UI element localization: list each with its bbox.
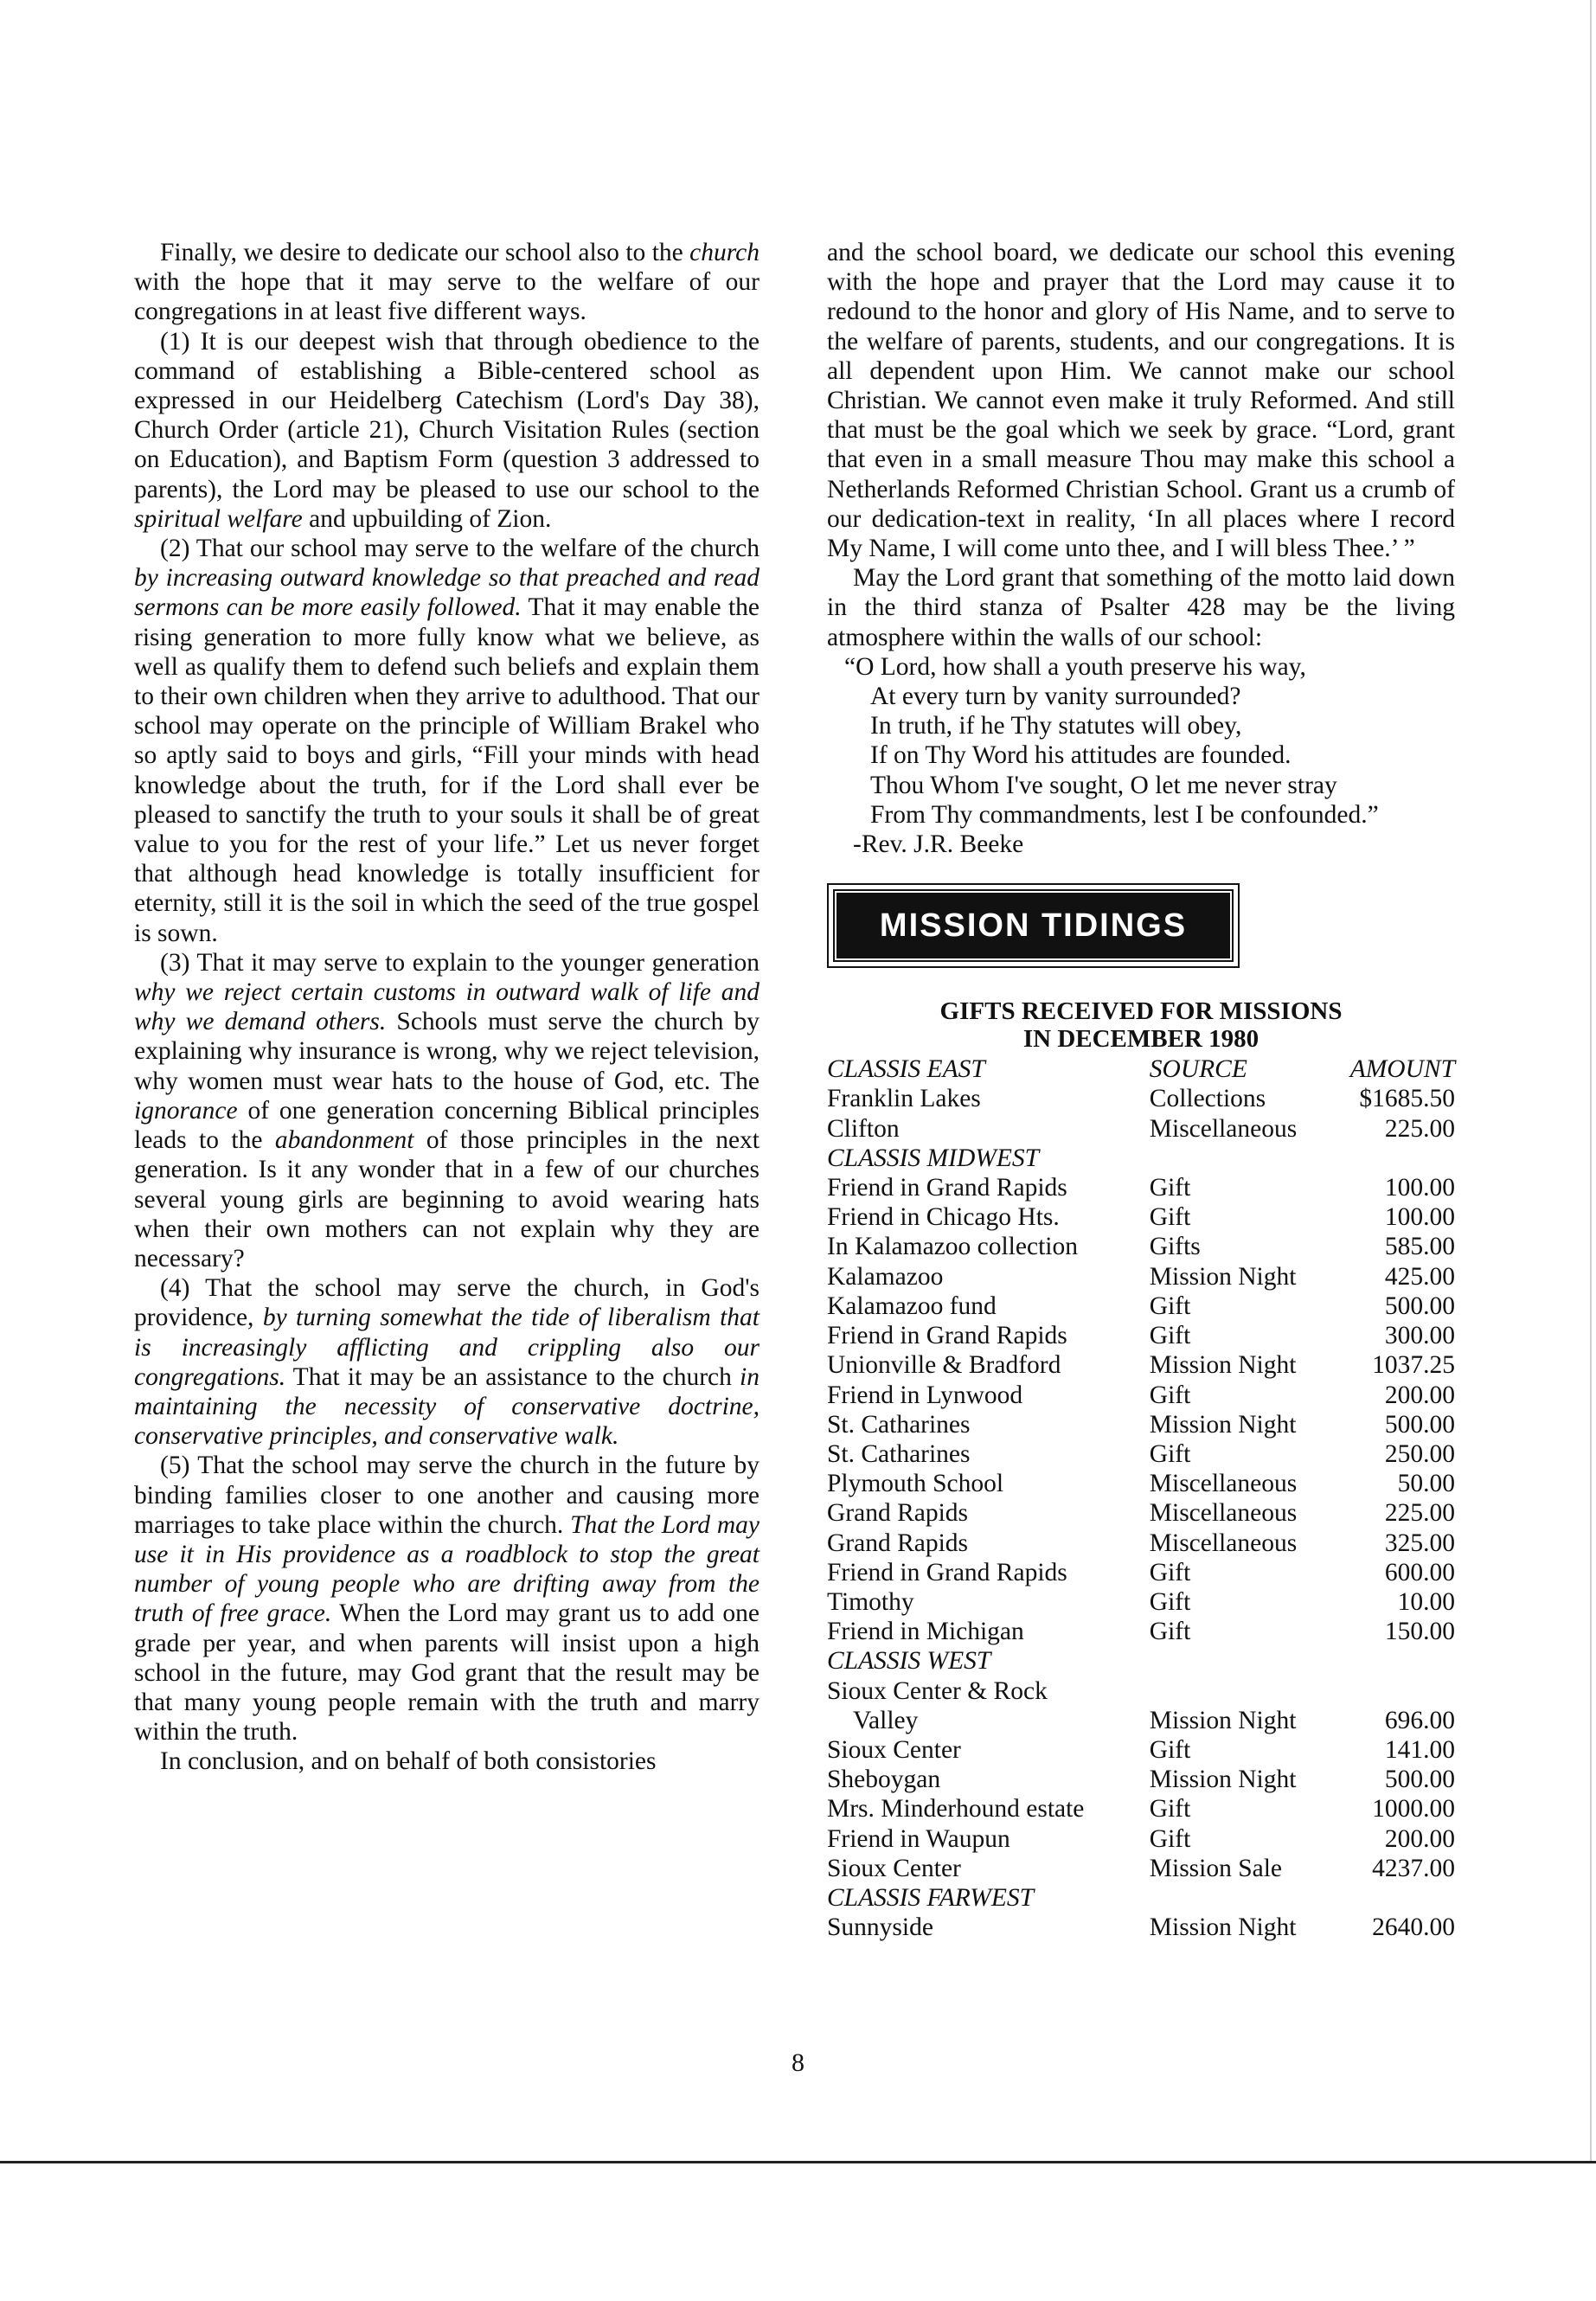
paragraph-point-2: (2) That our school may serve to the welfare of the church by increasing outward knowledge so that preached and read sermons can be more easily followed. That it may enable the rising generation to more fully know what we believe, as well as qualify them to defend such beliefs and explain them to their own children when they arrive to adulthood. That our school may operate on the principle of William Brakel who so aptly said to boys and girls, “Fill your minds with head knowledge about the truth, for if the Lord shall ever be pleased to sanctify the truth to your souls it shall be of great value to you for the rest of your life.” Let us never forget that although head knowledge is totally insufficient for eternity, still it is the soil in which the seed of the true gospel is sown. bbox=[134, 535, 760, 947]
gift-amount: $1685.50 bbox=[1359, 1085, 1455, 1113]
gift-name: Unionville & Bradford bbox=[827, 1351, 1061, 1380]
gift-amount: 500.00 bbox=[1384, 1410, 1455, 1439]
gift-amount: 1000.00 bbox=[1372, 1795, 1455, 1823]
gift-name: Sioux Center bbox=[827, 1854, 961, 1882]
gift-amount: 500.00 bbox=[1384, 1292, 1455, 1320]
gift-name: St. Catharines bbox=[827, 1439, 971, 1468]
gift-amount: 225.00 bbox=[1384, 1499, 1455, 1528]
gift-source: Miscellaneous bbox=[1149, 1114, 1298, 1143]
poem-line: “O Lord, how shall a youth preserve his way, bbox=[844, 652, 1306, 681]
banner-label: MISSION TIDINGS bbox=[835, 891, 1232, 960]
gift-source: Mission Night bbox=[1149, 1262, 1297, 1291]
gift-name: Sheboygan bbox=[827, 1766, 941, 1794]
poem-line: In truth, if he Thy statutes will obey, bbox=[870, 712, 1242, 740]
gift-name: Friend in Grand Rapids bbox=[827, 1174, 1067, 1202]
table-row bbox=[827, 1617, 1455, 1646]
gift-source: Miscellaneous bbox=[1149, 1470, 1298, 1498]
gift-source: Mission Night bbox=[1149, 1913, 1297, 1942]
gift-source: Gift bbox=[1149, 1174, 1191, 1202]
gift-source: Gift bbox=[1149, 1203, 1191, 1232]
table-row bbox=[827, 1587, 1455, 1617]
gift-source: Mission Night bbox=[1149, 1351, 1297, 1380]
classis-heading bbox=[827, 1646, 1455, 1676]
table-row bbox=[827, 1202, 1455, 1232]
paragraph-point-5: (5) That the school may serve the church in the future by binding families closer to one another and causing more marriages to take place within the church. That the Lord may use it in His providence as a roadblock to stop the great number of young people who are drifting away from the truth of free grace. When the Lord may grant us to add one grade per year, and when parents will insist upon a high school in the future, may God grant that the result may be that many young people remain with the truth and marry within the truth. bbox=[134, 1452, 760, 1747]
poem-line: From Thy commandments, lest I be confounded.” bbox=[870, 800, 1379, 829]
gift-name: Valley bbox=[853, 1706, 919, 1734]
gift-amount: 200.00 bbox=[1384, 1824, 1455, 1853]
gift-name: Kalamazoo bbox=[827, 1262, 944, 1291]
mission-tidings-banner bbox=[827, 883, 1240, 968]
gifts-table bbox=[827, 1054, 1455, 1942]
gift-amount: 696.00 bbox=[1384, 1706, 1455, 1734]
table-row bbox=[827, 1498, 1455, 1528]
gift-name: St. Catharines bbox=[827, 1410, 971, 1439]
gift-source: Mission Night bbox=[1149, 1766, 1297, 1794]
table-row bbox=[827, 1735, 1455, 1765]
gift-source: Miscellaneous bbox=[1149, 1529, 1298, 1557]
table-row bbox=[827, 1173, 1455, 1202]
gift-source: Gift bbox=[1149, 1587, 1191, 1616]
paragraph-dedication: and the school board, we dedicate our school this evening with the hope and prayer that the Lord may cause it to redound to the honor and glory of His Name, and to serve to the welfare of parents, students, and our congregations. It is all dependent upon Him. We cannot make our school Christian. We cannot even make it truly Reformed. And still that must be the goal which we seek by grace. “Lord, grant that even in a small measure Thou may make this school a Netherlands Reformed Christian School. Grant us a crumb of our dedication-text in reality, ‘In all places where I record My Name, I will come unto thee, and I will bless Thee.’ ” bbox=[827, 239, 1455, 563]
table-row bbox=[827, 1558, 1455, 1587]
gift-amount: 425.00 bbox=[1384, 1262, 1455, 1291]
gift-amount: 200.00 bbox=[1384, 1381, 1455, 1409]
gifts-title: GIFTS RECEIVED FOR MISSIONS bbox=[939, 997, 1343, 1026]
table-row bbox=[827, 1292, 1455, 1321]
classis-label: CLASSIS WEST bbox=[827, 1647, 991, 1676]
gift-amount: 10.00 bbox=[1397, 1587, 1455, 1616]
header-classis: CLASSIS EAST bbox=[827, 1055, 985, 1084]
gift-source: Gift bbox=[1149, 1322, 1191, 1350]
table-row bbox=[827, 1794, 1455, 1823]
gift-amount: 100.00 bbox=[1384, 1174, 1455, 1202]
classis-label: CLASSIS MIDWEST bbox=[827, 1144, 1040, 1172]
gifts-table-header bbox=[827, 1054, 1455, 1084]
gift-source: Mission Night bbox=[1149, 1410, 1297, 1439]
gift-name: Friend in Michigan bbox=[827, 1618, 1024, 1646]
gift-name: Sunnyside bbox=[827, 1913, 933, 1942]
table-row bbox=[827, 1262, 1455, 1292]
gift-source: Miscellaneous bbox=[1149, 1499, 1298, 1528]
poem-line: If on Thy Word his attitudes are founded. bbox=[870, 741, 1292, 770]
table-row bbox=[827, 1381, 1455, 1410]
gift-amount: 50.00 bbox=[1397, 1470, 1455, 1498]
gift-name: Grand Rapids bbox=[827, 1529, 969, 1557]
page-edge-shadow bbox=[1590, 0, 1592, 2163]
table-row bbox=[827, 1529, 1455, 1558]
table-row bbox=[827, 1114, 1455, 1144]
gift-name: Franklin Lakes bbox=[827, 1085, 981, 1113]
gift-source bbox=[1150, 1676, 1350, 1706]
table-row bbox=[827, 1706, 1455, 1735]
gift-amount: 250.00 bbox=[1384, 1439, 1455, 1468]
table-row bbox=[827, 1824, 1455, 1854]
gift-amount: 585.00 bbox=[1384, 1233, 1455, 1261]
gift-source: Gift bbox=[1149, 1735, 1191, 1764]
poem-line: At every turn by vanity surrounded? bbox=[870, 683, 1241, 711]
gift-amount: 4237.00 bbox=[1372, 1854, 1455, 1882]
gift-amount: 100.00 bbox=[1384, 1203, 1455, 1232]
gift-amount: 225.00 bbox=[1384, 1114, 1455, 1143]
gift-name: Sioux Center & Rock bbox=[827, 1676, 1048, 1705]
gift-name: Clifton bbox=[827, 1114, 900, 1143]
paragraph-point-3: (3) That it may serve to explain to the younger generation why we reject certain customs in outward walk of life and why we demand others. Schools must serve the church by explaining why insurance is wrong, why we reject television, why women must wear hats to the house of God, etc. The ignorance of one generation concerning Biblical principles leads to the abandonment of those principles in the next generation. Is it any wonder that in a few of our churches several young girls are beginning to avoid wearing hats when their own mothers can not explain why they are necessary? bbox=[134, 948, 760, 1272]
gift-amount: 500.00 bbox=[1384, 1766, 1455, 1794]
gift-name: Friend in Grand Rapids bbox=[827, 1558, 1067, 1586]
poem-line: Thou Whom I've sought, O let me never stray bbox=[870, 771, 1337, 799]
gift-amount: 325.00 bbox=[1384, 1529, 1455, 1557]
left-column bbox=[134, 238, 760, 1777]
paragraph-motto: May the Lord grant that something of the motto laid down in the third stanza of Psalter 428 may be the living atmosphere within the walls of our school: bbox=[827, 564, 1455, 651]
table-row bbox=[827, 1439, 1455, 1469]
gift-amount: 600.00 bbox=[1384, 1558, 1455, 1586]
gifts-heading bbox=[827, 997, 1455, 1053]
gift-source: Gift bbox=[1149, 1618, 1191, 1646]
gift-name: In Kalamazoo collection bbox=[827, 1233, 1078, 1261]
gift-source: Gift bbox=[1149, 1558, 1191, 1586]
gift-amount bbox=[1350, 1676, 1455, 1706]
table-row bbox=[827, 1913, 1455, 1942]
gift-amount: 1037.25 bbox=[1372, 1351, 1455, 1380]
header-source: SOURCE bbox=[1149, 1055, 1247, 1084]
gift-name: Timothy bbox=[827, 1587, 914, 1616]
gift-amount: 141.00 bbox=[1384, 1735, 1455, 1764]
gift-name: Grand Rapids bbox=[827, 1499, 969, 1528]
table-row bbox=[827, 1410, 1455, 1439]
gift-name: Friend in Lynwood bbox=[827, 1381, 1023, 1409]
paragraph-conclusion: In conclusion, and on behalf of both consistories bbox=[160, 1747, 657, 1776]
header-amount: AMOUNT bbox=[1349, 1055, 1455, 1084]
table-row bbox=[827, 1232, 1455, 1261]
classis-label: CLASSIS FARWEST bbox=[827, 1883, 1035, 1912]
right-column bbox=[827, 238, 1455, 1942]
gift-source: Mission Night bbox=[1149, 1706, 1297, 1734]
table-row bbox=[827, 1765, 1455, 1794]
classis-heading bbox=[827, 1883, 1455, 1913]
gift-name: Kalamazoo fund bbox=[827, 1292, 997, 1320]
gift-name: Friend in Grand Rapids bbox=[827, 1322, 1067, 1350]
gift-source: Gift bbox=[1149, 1381, 1191, 1409]
page-number: 8 bbox=[792, 2048, 804, 2077]
paragraph-point-1: (1) It is our deepest wish that through obedience to the command of establishing a Bible-centered school as expressed in our Heidelberg Catechism (Lord's Day 38), Church Order (article 21), Church Visitation Rules (section on Education), and Baptism Form (question 3 addressed to parents), the Lord may be pleased to use our school to the spiritual welfare and upbuilding of Zion. bbox=[134, 327, 760, 533]
gift-source: Mission Sale bbox=[1149, 1854, 1283, 1882]
gift-source: Collections bbox=[1149, 1085, 1266, 1113]
gift-source: Gift bbox=[1149, 1824, 1191, 1853]
gift-amount: 300.00 bbox=[1384, 1322, 1455, 1350]
table-row bbox=[827, 1084, 1455, 1113]
signature: -Rev. J.R. Beeke bbox=[853, 830, 1024, 859]
gift-source: Gift bbox=[1149, 1439, 1191, 1468]
table-row bbox=[827, 1469, 1455, 1498]
table-row bbox=[827, 1321, 1455, 1350]
gift-name: Friend in Chicago Hts. bbox=[827, 1203, 1060, 1232]
gift-amount: 150.00 bbox=[1384, 1618, 1455, 1646]
paragraph-point-4: (4) That the school may serve the church, in God's providence, by turning somewhat the tide of liberalism that is increasingly afflicting and crippling also our congregations. That it may be an assistance to the church in maintaining the necessity of conservative doctrine, conservative principles, and conservative walk. bbox=[134, 1274, 760, 1451]
gift-source: Gift bbox=[1149, 1795, 1191, 1823]
classis-heading bbox=[827, 1144, 1455, 1173]
gift-name: Mrs. Minderhound estate bbox=[827, 1795, 1085, 1823]
paragraph-intro: Finally, we desire to dedicate our school also to the church with the hope that it may serve to the welfare of our congregations in at least five different ways. bbox=[134, 239, 760, 326]
table-row bbox=[827, 1676, 1455, 1706]
gift-amount: 2640.00 bbox=[1372, 1913, 1455, 1942]
gift-name: Sioux Center bbox=[827, 1735, 961, 1764]
gift-name: Plymouth School bbox=[827, 1470, 1004, 1498]
gift-source: Gifts bbox=[1149, 1233, 1201, 1261]
gift-name: Friend in Waupun bbox=[827, 1824, 1010, 1853]
table-row bbox=[827, 1854, 1455, 1883]
gift-source: Gift bbox=[1149, 1292, 1191, 1320]
table-row bbox=[827, 1350, 1455, 1380]
gifts-subtitle: IN DECEMBER 1980 bbox=[1022, 1025, 1259, 1054]
bottom-rule bbox=[0, 2161, 1596, 2163]
psalter-stanza bbox=[844, 652, 1455, 830]
